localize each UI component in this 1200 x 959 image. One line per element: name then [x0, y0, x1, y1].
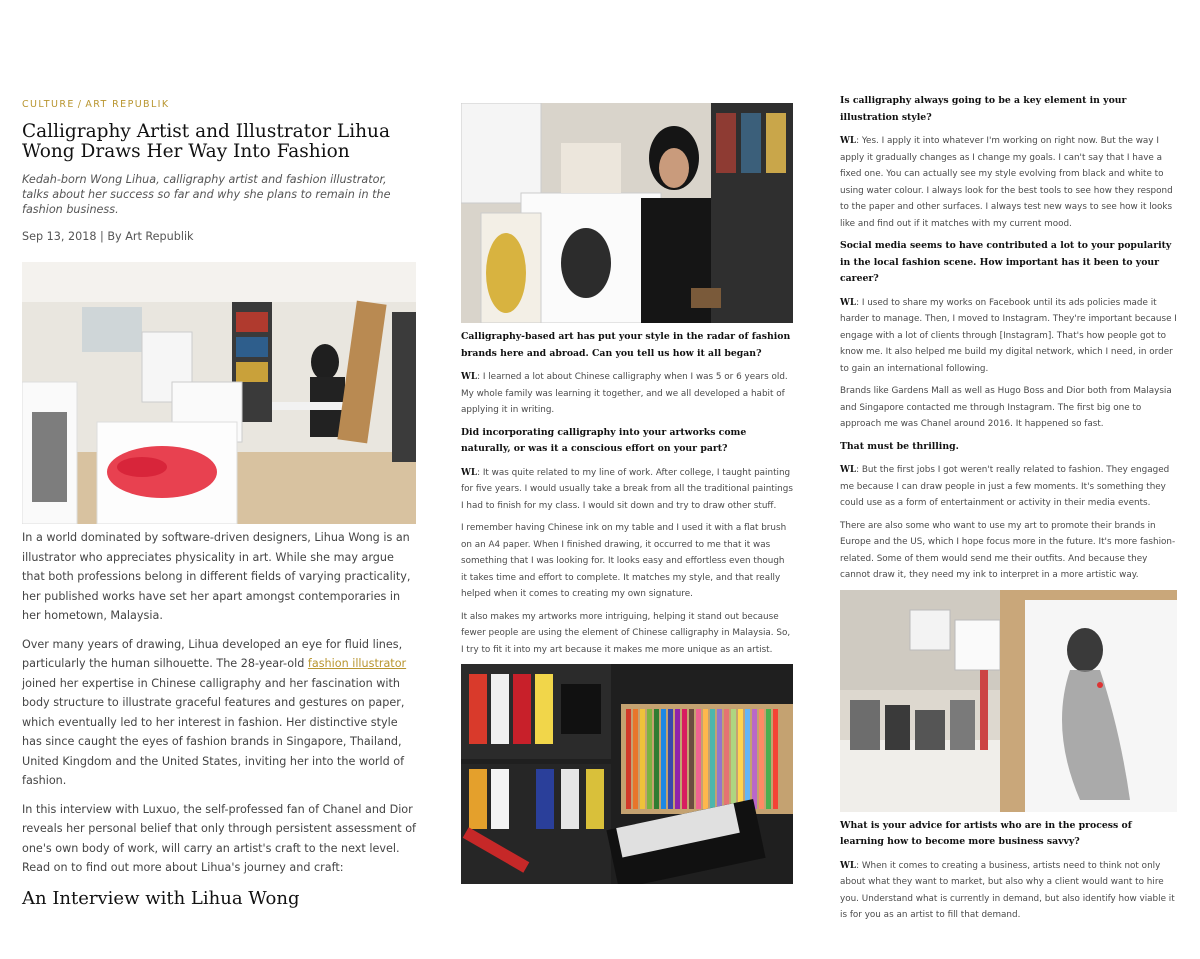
- article-subtitle: Kedah-born Wong Lihua, calligraphy artist and fashion illustrator, talks about her success so far and why she plans to remain in the fashion business.: [22, 173, 391, 216]
- question-5: That must be thrilling.: [840, 440, 959, 452]
- speaker-label: WL: [461, 372, 478, 382]
- speaker-label: WL: [840, 136, 857, 146]
- category-link-art-republik[interactable]: ART REPUBLIK: [85, 99, 170, 110]
- desk-sketch-photo: [840, 590, 1177, 812]
- question-6: What is your advice for artists who are in the process of learning how to become more business savvy?: [840, 819, 1132, 847]
- speaker-label: WL: [840, 297, 857, 308]
- answer-4: WL: I used to share my works on Facebook until its ads policies made it harder to manage. Then, I moved to Instagram. They're important because I engage with a lot of clients through [Instagram]. That's how people got to know me. It also helped me build my digital network, which I need, in order to gain an international following.: [840, 297, 1177, 374]
- category-separator: /: [77, 99, 83, 110]
- question-1: Calligraphy-based art has put your style in the radar of fashion brands here and abroad. Can you tell us how it all began?: [461, 331, 791, 359]
- speaker-label: WL: [840, 860, 857, 871]
- speaker-label: WL: [840, 465, 857, 475]
- category-breadcrumb: [22, 98, 416, 112]
- article-meta: Sep 13, 2018 | By Art Republik: [22, 230, 194, 243]
- category-link-culture[interactable]: CULTURE: [22, 99, 75, 110]
- answer-2-continued-2: It also makes my artworks more intriguing, helping it stand out because fewer people are using the element of Chinese calligraphy in Malaysia. So, I try to fit it into my art because it makes me more unique as an artist.: [461, 611, 791, 655]
- intro-paragraph-2: Over many years of drawing, Lihua developed an eye for fluid lines, particularly the human silhouette. The 28-year-old fashion illustrator joined her expertise in Chinese calligraphy and her fascination with body structure to illustrate graceful features and gestures on paper, which eventually led to her interest in fashion. Her distinctive style has since caught the eyes of fashion brands in Singapore, Thailand, United Kingdom and the United States, inviting her into the world of fashion.: [22, 637, 407, 787]
- intro-paragraph-1: In a world dominated by software-driven designers, Lihua Wong is an illustrator who appreciates physicality in art. While she may argue that both professions belong in different fields of varying practicality, her published works have set her apart amongst contemporaries in her hometown, Malaysia.: [22, 531, 411, 622]
- question-3: Is calligraphy always going to be a key element in your illustration style?: [840, 95, 1127, 123]
- article-header-column: [22, 98, 416, 910]
- answer-1: WL: I learned a lot about Chinese calligraphy when I was 5 or 6 years old. My whole family was learning it together, and we all developed a habit of applying it in writing.: [461, 372, 788, 415]
- answer-4-continued: Brands like Gardens Mall as well as Hugo Boss and Dior both from Malaysia and Singapore contacted me through Instagram. The first big one to approach me was Chanel around 2016. It happened so fast.: [840, 386, 1172, 429]
- speaker-label: WL: [461, 467, 478, 478]
- answer-6: WL: When it comes to creating a business, artists need to think not only about what they want to market, but also why a client would want to hire you. Understand what is currently in demand, but also identify how viable it is for you as an artist to fill that demand.: [840, 860, 1175, 920]
- interview-column-2: [461, 103, 793, 884]
- question-4: Social media seems to have contributed a lot to your popularity in the local fashion scene. How important has it been to your career?: [840, 240, 1172, 284]
- fashion-illustrator-link[interactable]: fashion illustrator: [307, 657, 407, 670]
- section-heading: An Interview with Lihua Wong: [22, 887, 300, 909]
- answer-5-continued: There are also some who want to use my art to promote their brands in Europe and the US, which I hope focus more in the future. It's more fashion-related. Some of them would send me their outfits. And because they cannot draw it, they need my ink to interpret in a more artistic way.: [840, 520, 1176, 580]
- answer-5: WL: But the first jobs I got weren't really related to fashion. They engaged me because I can draw people in just a few moments. It's something they could use as a form of entertainment or activity in their media events.: [840, 465, 1170, 508]
- article-title: Calligraphy Artist and Illustrator Lihua Wong Draws Her Way Into Fashion: [22, 121, 390, 162]
- answer-3: WL: Yes. I apply it into whatever I'm working on right now. But the way I apply it gradually changes as I change my goals. I can't say that I have a fixed one. You can actually see my style evolving from black and white to using water colour. I always look for the best tools to see how they respond to the paper and other surfaces. I always test new ways to see how it looks like and find out if it matches with my current mood.: [840, 136, 1173, 229]
- answer-2-continued: I remember having Chinese ink on my table and I used it with a flat brush on an A4 paper. When I finished drawing, it occurred to me that it was something that I was looking for. It looks easy and effortless even though it takes time and effort to complete. It matches my style, and that really helped when it comes to creating my own signature.: [461, 523, 787, 599]
- answer-2: WL: It was quite related to my line of work. After college, I taught painting for five years. I would usually take a break from all the traditional paintings I had to finish for my class. I would sit down and try to draw other stuff.: [461, 467, 793, 511]
- intro-paragraph-3: In this interview with Luxuo, the self-professed fan of Chanel and Dior reveals her personal belief that only through persistent assessment of one's own body of work, will carry an artist's craft to the next level. Read on to find out more about Lihua's journey and craft:: [22, 802, 416, 874]
- question-2: Did incorporating calligraphy into your artworks come naturally, or was it a conscious effort on your part?: [461, 426, 747, 454]
- studio-photo: [22, 262, 416, 524]
- interview-column-3: [840, 93, 1177, 930]
- portrait-photo: [461, 103, 793, 323]
- art-supplies-photo: [461, 664, 793, 884]
